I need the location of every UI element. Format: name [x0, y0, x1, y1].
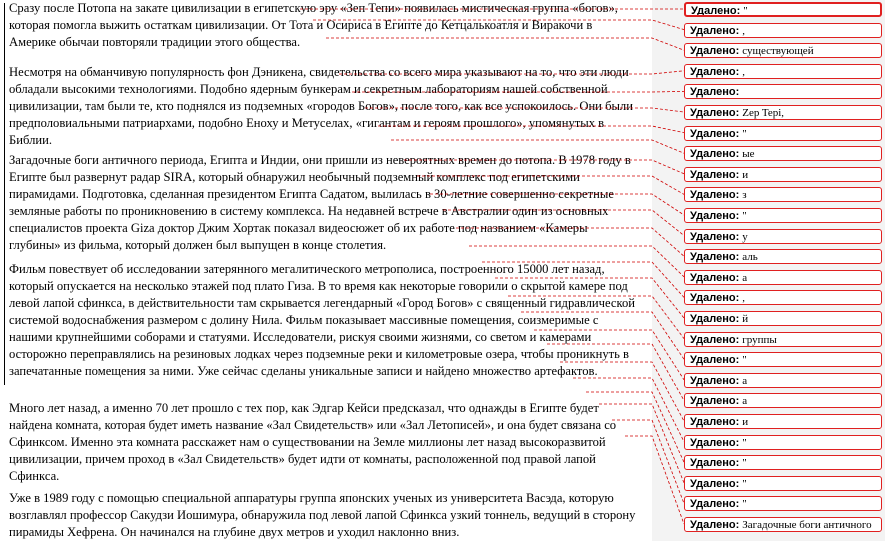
deletion-balloon[interactable] [684, 229, 882, 244]
deletion-label: Удалено: [690, 354, 740, 367]
connector-line [612, 420, 684, 503]
deletion-balloon[interactable] [684, 311, 882, 326]
deletion-balloon[interactable] [684, 496, 882, 511]
deletion-balloon[interactable] [684, 64, 882, 79]
paragraph-5[interactable]: Много лет назад, а именно 70 лет прошло с тех пор, как Эдгар Кейси предсказал, что однажды в Египте будет найдена комната, которая будет иметь название «Зал Свидетельств» или «Зал Летописей», и она будет связана со Сфинксом. Именно эта комната расскажет нам о существовании на Земле миллионы лет назад высокоразвитой цивилизации, причем проход в «Зал Свидетельств» будет идти от комнаты, расположенной под правой лапой Сфинкса. [9, 401, 617, 483]
connector-line [352, 91, 684, 92]
deleted-text: , [742, 292, 745, 305]
deletion-balloon[interactable] [684, 249, 882, 264]
deletion-balloon[interactable] [684, 290, 882, 305]
deleted-text: и [742, 416, 749, 428]
deletion-balloon[interactable] [684, 167, 882, 182]
deletion-balloon[interactable] [684, 455, 882, 470]
deletion-label: Удалено: [690, 127, 740, 140]
deletion-balloon[interactable] [684, 332, 882, 347]
deletion-label: Удалено: [690, 333, 740, 346]
deletion-balloon[interactable] [684, 517, 882, 532]
paragraph-4[interactable]: Фильм повествует об исследовании затерянного мегалитического метрополиса, построенного 15000 лет назад, который опускается на несколько этажей под плато Гиза. В то время как некоторые говорили о скрытой камере под левой лапой сфинкса, в действительности там скрывается легендарный «Город Богов» с священный гидравлической системой водоснабжения размером с долину Нила. Фильм показывает массивные помещения, соизмеримые с нашими крупнейшими соборами и статуями. Исследователи, рискуя своими жизнями, со светом и камерами осторожно переправлялись на резиновых лодках через подземные реки и километровые озера, чтобы проникнуть в запечатанные помещения за ними. Уже сейчас сделаны уникальные записи и найдено множество артефактов. [9, 262, 635, 378]
deletion-balloon[interactable] [684, 208, 882, 223]
connector-line [456, 228, 684, 256]
connector-line [534, 330, 684, 380]
connector-line [560, 362, 684, 421]
deleted-text: " [742, 477, 747, 490]
deletion-balloon[interactable] [684, 43, 882, 58]
deletion-label: Удалено: [690, 395, 740, 408]
deleted-text: существующей [742, 45, 814, 58]
deletion-balloon[interactable] [684, 23, 882, 38]
deletion-balloon[interactable] [684, 2, 882, 17]
deleted-text: а [742, 374, 748, 387]
connector-line [378, 126, 684, 133]
deletion-label: Удалено: [690, 230, 740, 243]
paragraph-1[interactable]: Сразу после Потопа на закате цивилизации в египетскую эру «Зеп Тепи» появилась мистическая группа «богов», которая помогла выжить остаткам цивилизации. От Тота и Осириса в Египте до Кетцалькоатля и Виракочи в Америке обычаи повторяли традиции этого общества. [9, 1, 618, 49]
deletion-label: Удалено: [690, 65, 740, 78]
paragraph-3[interactable]: Загадочные боги античного периода, Египта и Индии, они пришли из невероятных времен до потопа. В 1978 году в Египте был развернут радар SIRA, который обнаружил необычный подземный комплекс под египетскими пирамидами. Подготовка, сделанная президентом Египта Садатом, вылилась в 30-летние совершенно секретные земляные работы по проникновению в систему комплекса. На недавней встрече в Австралии один из основных специалистов проекта Giza доктор Джим Хортак показал видеосюжет об их работе под названием «Камеры глубины» из фильма, который должен был выпущен в конце столетия. [9, 153, 631, 252]
deletion-label: Удалено: [690, 45, 740, 58]
deletion-balloon[interactable] [684, 352, 882, 367]
connector-line [417, 176, 684, 194]
connector-line [508, 296, 684, 339]
deletion-balloon[interactable] [684, 414, 882, 429]
deletion-balloon[interactable] [684, 476, 882, 491]
deletion-label: Удалено: [690, 374, 740, 387]
deletion-label: Удалено: [691, 5, 741, 17]
deleted-text: " [742, 127, 747, 140]
connector-line [430, 194, 684, 215]
deleted-text: " [742, 210, 747, 222]
deletion-label: Удалено: [690, 189, 740, 202]
deleted-text: , [742, 24, 745, 37]
deletion-balloon[interactable] [684, 105, 882, 120]
deletion-label: Удалено: [690, 86, 740, 99]
deleted-text: и [742, 168, 749, 181]
connector-line [586, 392, 684, 462]
connector-line [391, 140, 684, 153]
deleted-text: у [742, 230, 748, 243]
deleted-text: " [742, 436, 747, 449]
deleted-text: з [742, 189, 747, 202]
deleted-text: " [742, 457, 747, 470]
deletion-balloon[interactable] [684, 270, 882, 285]
connector-line [573, 378, 684, 442]
deletion-label: Удалено: [690, 148, 740, 161]
deletion-label: Удалено: [690, 416, 740, 428]
deletion-label: Удалено: [690, 24, 740, 37]
deleted-text: группы [742, 333, 777, 346]
deleted-text: а [742, 271, 748, 284]
connector-line [326, 38, 684, 50]
deleted-text: Zep Tepi, [742, 107, 785, 119]
deleted-text: " [742, 354, 747, 367]
connector-line [404, 160, 684, 174]
deletion-balloon[interactable] [684, 146, 882, 161]
deletion-balloon[interactable] [684, 373, 882, 388]
connector-line [365, 108, 684, 112]
connector-line [313, 20, 684, 30]
deleted-text: аль [742, 251, 758, 264]
deleted-text: " [743, 5, 748, 17]
deletion-balloon[interactable] [684, 393, 882, 408]
deletion-label: Удалено: [690, 477, 740, 490]
deletion-label: Удалено: [690, 271, 740, 284]
deleted-text: " [742, 498, 747, 511]
deletion-label: Удалено: [690, 457, 740, 470]
connector-line [482, 262, 684, 297]
connector-line [625, 436, 684, 524]
deleted-text: ые [742, 148, 755, 161]
deletion-label: Удалено: [690, 313, 740, 325]
deleted-text: Загадочные боги античного [742, 519, 872, 531]
deletion-label: Удалено: [690, 498, 740, 511]
deletion-label: Удалено: [690, 168, 740, 181]
deletion-label: Удалено: [690, 251, 740, 264]
connector-line [339, 71, 684, 74]
deletion-balloon[interactable] [684, 187, 882, 202]
deletion-label: Удалено: [690, 436, 740, 449]
connector-line [469, 246, 684, 277]
deletion-balloon[interactable] [684, 84, 882, 99]
paragraph-2[interactable]: Несмотря на обманчивую популярность фон Дэникена, свидетельства со всего мира указывают на то, что эти люди обладали высокими технологиями. Подобно ядерным бункерам и секретным лабораториям нашей собственной цивилизации, там были те, кто поднялся из подземных «городов Богов», после того, как все успокоилось. Они были предполовиальными патриархами, подобно Еноху и Метуселах, «гигантам и героям прошлого», упомянутых в Библии. [9, 65, 633, 147]
deleted-text: а [742, 395, 748, 408]
deletion-label: Удалено: [690, 292, 740, 305]
deletion-label: Удалено: [690, 107, 740, 119]
connector-line [547, 344, 684, 400]
connector-line [443, 210, 684, 236]
connector-line [521, 312, 684, 359]
paragraph-6[interactable]: Уже в 1989 году с помощью специальной аппаратуры группа японских ученых из университета Васэда, которую возглавлял профессор Сакудзи Иошимура, обнаружила под левой лапой Сфинкса узкий тоннель, ведущий в сторону пирамиды Хефрена. Он начинался на глубине двух метров и уходил наклонно вниз. [9, 491, 636, 539]
deletion-label: Удалено: [690, 210, 740, 222]
deletion-balloon[interactable] [684, 126, 882, 141]
deletion-label: Удалено: [690, 519, 740, 531]
deletion-balloon[interactable] [684, 435, 882, 450]
deleted-text: й [742, 313, 749, 325]
deleted-text: , [742, 65, 745, 78]
